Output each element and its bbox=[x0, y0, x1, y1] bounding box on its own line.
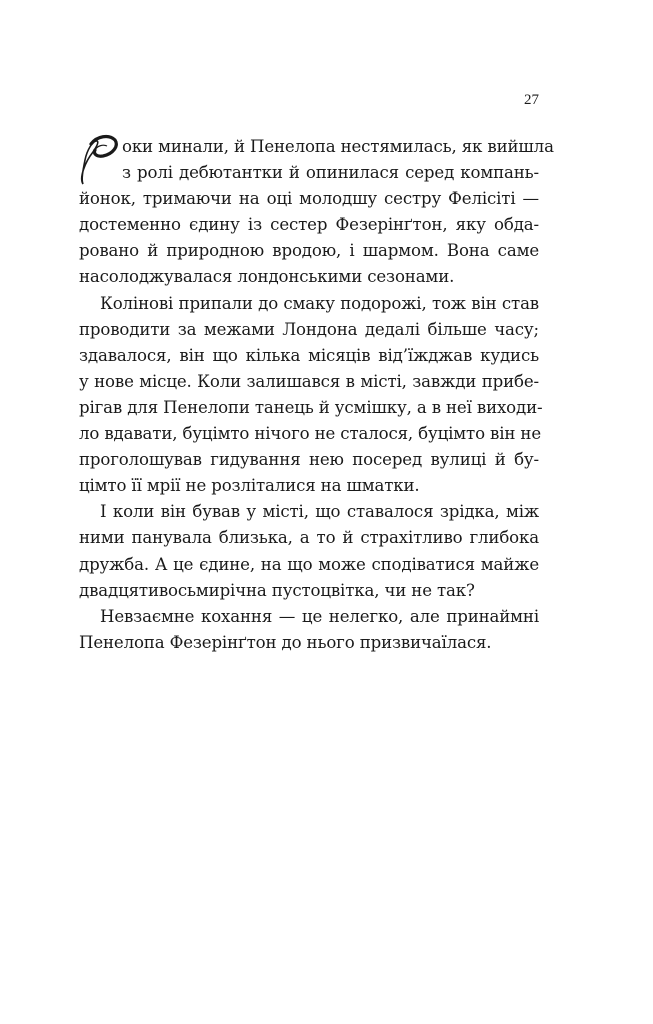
text-line: насолоджувалася лондонськими сезонами. bbox=[79, 267, 455, 287]
page-number: 27 bbox=[524, 92, 539, 108]
text-line: у нове місце. Коли залишався в місті, завжди прибе- bbox=[79, 371, 539, 391]
text-line: проголошував гидування нею посеред вулиці й бу- bbox=[79, 450, 539, 470]
paragraph-3 bbox=[79, 499, 539, 603]
text-line: цімто її мрії не розліталися на шматки. bbox=[79, 476, 420, 496]
text-line: проводити за межами Лондона дедалі більше часу; bbox=[79, 319, 539, 339]
text-line: рігав для Пенелопи танець й усмішку, а в неї виходи- bbox=[79, 397, 543, 417]
text-line: двадцятивосьмирічна пустоцвітка, чи не так? bbox=[79, 580, 475, 600]
text-line: Пенелопа Фезерінґтон до нього призвичаїлася. bbox=[79, 632, 492, 652]
paragraph-4 bbox=[79, 604, 539, 656]
text-line: ровано й природною вродою, і шармом. Вона саме bbox=[79, 241, 539, 261]
text-line: ло вдавати, буцімто нічого не сталося, буцімто він не bbox=[79, 424, 542, 444]
text-line: дружба. А це єдине, на що може сподіватися майже bbox=[79, 554, 539, 574]
text-line: ними панувала близька, а то й страхітливо глибока bbox=[79, 528, 539, 548]
text-line: достеменно єдину із сестер Фезерінґтон, яку обда- bbox=[79, 215, 539, 235]
paragraph-2 bbox=[79, 291, 543, 500]
text-line: оки минали, й Пенелопа нестямилась, як вийшла bbox=[122, 137, 554, 156]
drop-cap-script-r-icon bbox=[75, 130, 119, 188]
paragraph-1 bbox=[79, 134, 554, 291]
body-text bbox=[79, 134, 554, 656]
text-line: І коли він бував у місті, що ставалося зрідка, між bbox=[100, 502, 539, 522]
text-line: здавалося, він що кілька місяців від’їжджав кудись bbox=[79, 345, 539, 365]
drop-cap bbox=[75, 130, 119, 188]
text-line: йонок, тримаючи на оці молодшу сестру Фелісіті — bbox=[79, 189, 539, 209]
text-line: з ролі дебютантки й опинилася серед компань- bbox=[122, 163, 539, 183]
text-line: Невзаємне кохання — це нелегко, але принаймні bbox=[100, 606, 539, 626]
text-line: Колінові припали до смаку подорожі, тож він став bbox=[100, 293, 539, 313]
